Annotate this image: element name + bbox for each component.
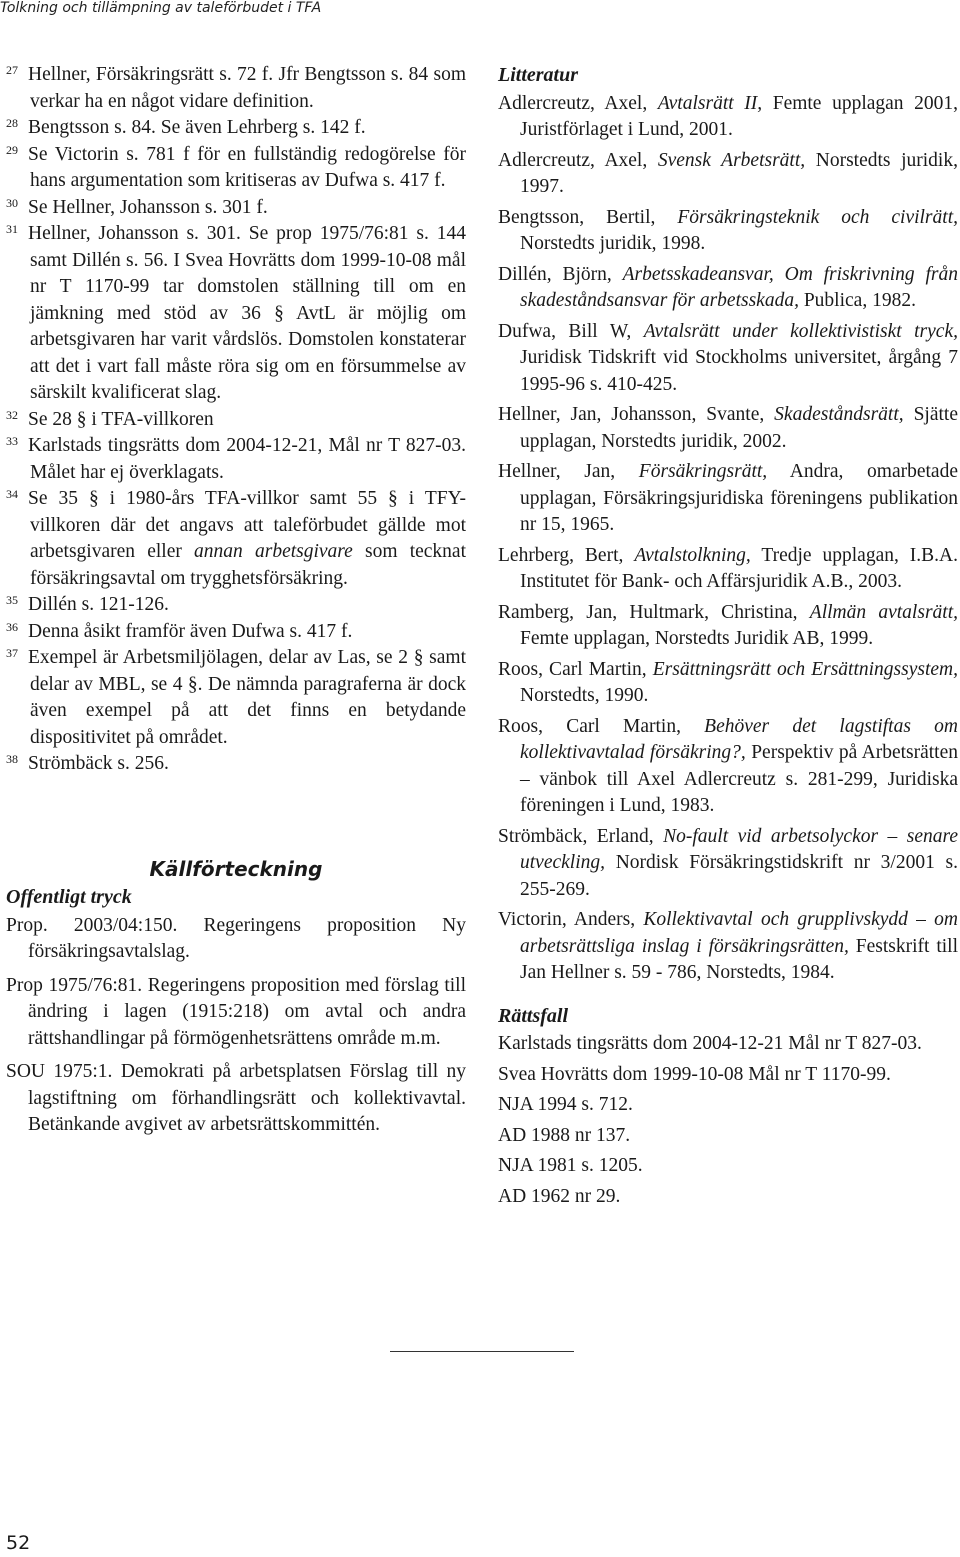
literature-entry: Victorin, Anders, Kollektivavtal och grupplivskydd – om arbetsrättsliga inslag i försäkringsrätten, Festskrift till Jan Hellner s. 59 - 786, Norstedts, 1984.: [498, 909, 958, 983]
literature-entry: Adlercreutz, Axel, Avtalsrätt II, Femte upplagan 2001, Juristförlaget i Lund, 2001.: [498, 92, 959, 140]
footnote: 29 Se Victorin s. 781 f för en fullständig redogörelse för hans argumentation som kritiseras av Dufwa s. 417 f.: [6, 142, 466, 191]
case-entry: AD 1962 nr 29.: [498, 1185, 621, 1207]
footnote: 32 Se 28 § i TFA-villkoren: [6, 407, 214, 430]
footnote: 33 Karlstads tingsrätts dom 2004-12-21, Mål nr T 827-03. Målet har ej överklagats.: [6, 434, 466, 483]
case-entry: AD 1988 nr 137.: [498, 1124, 631, 1146]
footnote-text: Karlstads tingsrätts dom 2004-12-21, Mål nr T 827-03. Målet har ej överklagats.: [28, 435, 466, 483]
footnote: 35 Dillén s. 121-126.: [6, 593, 169, 615]
footnote: 30 Se Hellner, Johansson s. 301 f.: [6, 195, 268, 218]
footnote: 34 Se 35 § i 1980-års TFA-villkor samt 55 § i TFY-villkoren där det angavs att taleförbudet gällde mot arbetsgivaren eller annan arbetsgivare som tecknat försäkringsavtal om trygghetsförsäkring.: [6, 487, 467, 589]
official-entry: Prop. 2003/04:150. Regeringens proposition Ny försäkringsavtalslag.: [6, 914, 466, 962]
footnote-text: Se Victorin s. 781 f för en fullständig redogörelse för hans argumentation som kritiseras av Dufwa s. 417 f.: [28, 143, 466, 191]
footnote: 38 Strömbäck s. 256.: [6, 752, 169, 774]
literature-heading: Litteratur: [498, 64, 579, 86]
literature-entry: Bengtsson, Bertil, Försäkringsteknik och civilrätt, Norstedts juridik, 1998.: [498, 206, 958, 254]
case-law-heading: Rättsfall: [498, 1004, 569, 1027]
footnote-text: Se Hellner, Johansson s. 301 f.: [28, 196, 268, 218]
literature-entry: Strömbäck, Erland, No-fault vid arbetsolyckor – senare utveckling, Nordisk Försäkringstidskrift nr 3/2001 s. 255-269.: [498, 825, 958, 900]
sources-heading: Källförteckning: [149, 856, 323, 881]
left-column: [6, 62, 466, 1146]
footnote-text: Strömbäck s. 256.: [28, 753, 169, 774]
case-entry: NJA 1981 s. 1205.: [498, 1155, 643, 1176]
page-number: 52: [6, 1532, 31, 1554]
footnote-text: Hellner, Johansson s. 301. Se prop 1975/76:81 s. 144 samt Dillén s. 56. I Svea Hovrätts dom 1999-10-08 mål nr T 1170-99 tar domstolen ställning till om en jämkning med stöd av 36 § AvtL är möjlig om arbetsgivaren har varit vårdslös. Domstolen konstaterar att det i vart fall måste röra sig om en försummelse av särskilt kvalificerat slag.: [28, 223, 466, 403]
literature-entry: Dufwa, Bill W, Avtalsrätt under kollektivistiskt tryck, Juridisk Tidskrift vid Stockholms universitet, årgång 7 1995-96 s. 410-425.: [498, 320, 958, 395]
literature-entry: Adlercreutz, Axel, Svensk Arbetsrätt, Norstedts juridik, 1997.: [498, 149, 958, 197]
footnote: 27 Hellner, Försäkringsrätt s. 72 f. Jfr Bengtsson s. 84 som verkar ha en något vidare definition.: [6, 63, 466, 112]
literature-entry: Hellner, Jan, Johansson, Svante, Skadeståndsrätt, Sjätte upplagan, Norstedts juridik, 2002.: [498, 404, 958, 452]
footnote-text: Se 35 § i 1980-års TFA-villkor samt 55 § i TFY-villkoren där det angavs att taleförbudet gällde mot arbetsgivaren eller: [28, 488, 466, 562]
footnote-text: Bengtsson s. 84. Se även Lehrberg s. 142 f.: [28, 117, 366, 138]
footnote: 37 Exempel är Arbetsmiljölagen, delar av Las, se 2 § samt delar av MBL, se 4 §. De nämnda paragraferna är dock även exempel på att det finns en betydande dispositivitet på området.: [6, 646, 466, 748]
footnote-text: Exempel är Arbetsmiljölagen, delar av Las, se 2 § samt delar av MBL, se 4 §. De nämnda paragraferna är dock även exempel på att det finns en betydande dispositivitet på området.: [28, 647, 466, 748]
literature-entry: Lehrberg, Bert, Avtalstolkning, Tredje upplagan, I.B.A. Institutet för Bank- och Affärsjuridik A.B., 2003.: [498, 544, 958, 592]
footnote: 28 Bengtsson s. 84. Se även Lehrberg s. 142 f.: [6, 116, 366, 138]
literature-entry: Ramberg, Jan, Hultmark, Christina, Allmän avtalsrätt, Femte upplagan, Norstedts Juridik AB, 1999.: [498, 601, 958, 649]
right-column: [498, 62, 958, 1214]
official-entry: Prop 1975/76:81. Regeringens proposition med förslag till ändring i lagen (1915:218) om avtal och andra rättshandlingar på förmögenhetsrättens område m.m.: [6, 974, 466, 1049]
footnote: 36 Denna åsikt framför även Dufwa s. 417 f.: [6, 619, 353, 642]
official-print-heading: Offentligt tryck: [6, 886, 132, 908]
case-entry: Karlstads tingsrätts dom 2004-12-21 Mål nr T 827-03.: [498, 1033, 922, 1054]
literature-entry: Dillén, Björn, Arbetsskadeansvar, Om friskrivning från skadeståndsansvar för arbetsskada, Publica, 1982.: [498, 263, 958, 311]
literature-entry: Roos, Carl Martin, Ersättningsrätt och Ersättningssystem, Norstedts, 1990.: [498, 658, 958, 706]
case-entry: Svea Hovrätts dom 1999-10-08 Mål nr T 1170-99.: [498, 1063, 891, 1085]
footnote-text: Se 28 § i TFA-villkoren: [28, 408, 214, 430]
footnote-text: Denna åsikt framför även Dufwa s. 417 f.: [28, 620, 353, 642]
footnote-italic-text: annan arbetsgivare: [194, 541, 353, 562]
footnotes: [6, 62, 466, 778]
footnote-text: Dillén s. 121-126.: [28, 594, 169, 615]
official-entry: SOU 1975:1. Demokrati på arbetsplatsen Förslag till ny lagstiftning om förhandlingsrätt och kollektivavtal. Betänkande avgivet av arbetsrättskommittén.: [6, 1061, 466, 1135]
end-rule: [390, 1351, 574, 1352]
running-head: Tolkning och tillämpning av taleförbudet i TFA: [0, 0, 322, 16]
footnote-text: Hellner, Försäkringsrätt s. 72 f. Jfr Bengtsson s. 84 som verkar ha en något vidare definition.: [28, 64, 466, 112]
literature-entry: Roos, Carl Martin, Behöver det lagstiftas om kollektivavtalad försäkring?, Perspektiv på Arbetsrätten – vänbok till Axel Adlercreutz s. 281-299, Juridiska föreningen i Lund, 1983.: [498, 715, 959, 816]
literature-entry: Hellner, Jan, Försäkringsrätt, Andra, omarbetade upplagan, Försäkringsjuridiska föreningens publikation nr 15, 1965.: [498, 461, 958, 535]
case-entry: NJA 1994 s. 712.: [498, 1094, 633, 1115]
footnote: 31 Hellner, Johansson s. 301. Se prop 1975/76:81 s. 144 samt Dillén s. 56. I Svea Hovrätts dom 1999-10-08 mål nr T 1170-99 tar domstolen ställning till om en jämkning med stöd av 36 § AvtL är möjlig om arbetsgivaren har varit vårdslös. Domstolen konstaterar att det i vart fall måste röra sig om en försummelse av särskilt kvalificerat slag.: [6, 222, 466, 403]
footnote-text: som tecknat försäkringsavtal om trygghetsförsäkring.: [30, 541, 467, 589]
